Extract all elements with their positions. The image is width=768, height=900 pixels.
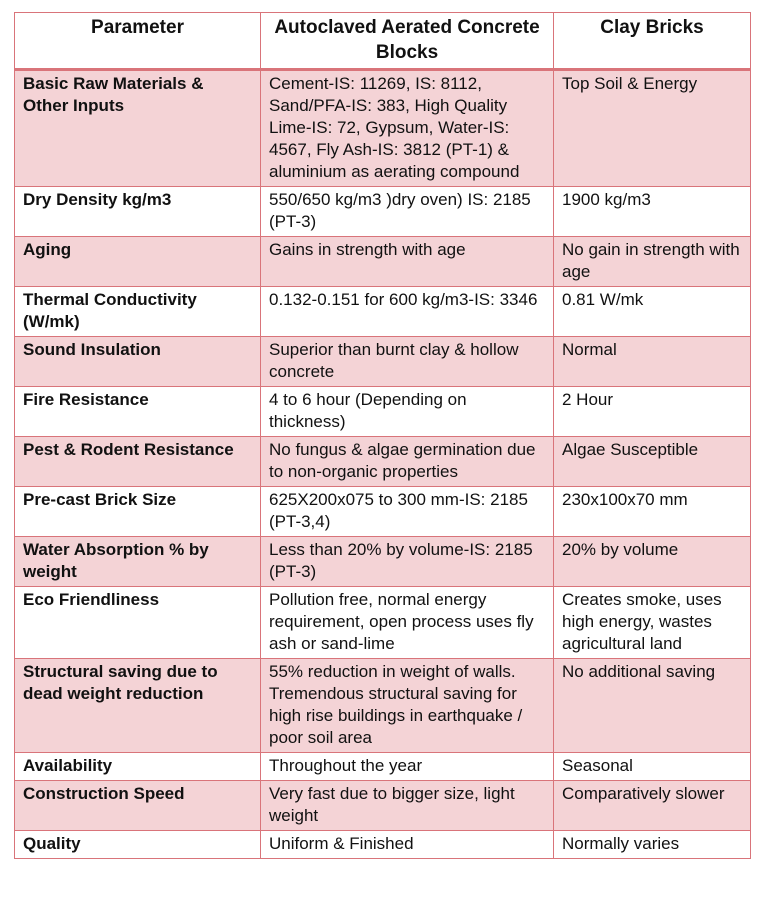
parameter-cell: Fire Resistance	[15, 387, 261, 437]
table-row	[15, 659, 751, 753]
clay-cell: Normal	[554, 337, 751, 387]
aac-cell: Very fast due to bigger size, light weight	[261, 781, 554, 831]
table-row	[15, 70, 751, 187]
parameter-cell: Thermal Conductivity (W/mk)	[15, 287, 261, 337]
aac-cell: 550/650 kg/m3 )dry oven) IS: 2185 (PT-3)	[261, 187, 554, 237]
table-row	[15, 831, 751, 859]
aac-cell: Uniform & Finished	[261, 831, 554, 859]
parameter-cell: Quality	[15, 831, 261, 859]
clay-cell: Seasonal	[554, 753, 751, 781]
table-row	[15, 487, 751, 537]
table-row	[15, 287, 751, 337]
table-row	[15, 387, 751, 437]
parameter-cell: Pre-cast Brick Size	[15, 487, 261, 537]
aac-cell: Throughout the year	[261, 753, 554, 781]
clay-cell: 2 Hour	[554, 387, 751, 437]
table-row	[15, 337, 751, 387]
aac-cell: Less than 20% by volume-IS: 2185 (PT-3)	[261, 537, 554, 587]
parameter-cell: Aging	[15, 237, 261, 287]
parameter-cell: Sound Insulation	[15, 337, 261, 387]
header-row	[15, 13, 751, 70]
parameter-cell: Basic Raw Materials & Other Inputs	[15, 70, 261, 187]
table-row	[15, 187, 751, 237]
table-row	[15, 753, 751, 781]
aac-cell: Gains in strength with age	[261, 237, 554, 287]
parameter-cell: Pest & Rodent Resistance	[15, 437, 261, 487]
parameter-cell: Construction Speed	[15, 781, 261, 831]
aac-cell: 4 to 6 hour (Depending on thickness)	[261, 387, 554, 437]
comparison-table	[14, 12, 751, 859]
parameter-cell: Structural saving due to dead weight reduction	[15, 659, 261, 753]
clay-cell: 230x100x70 mm	[554, 487, 751, 537]
parameter-cell: Eco Friendliness	[15, 587, 261, 659]
aac-cell: Superior than burnt clay & hollow concrete	[261, 337, 554, 387]
clay-cell: 20% by volume	[554, 537, 751, 587]
clay-cell: Normally varies	[554, 831, 751, 859]
table-row	[15, 781, 751, 831]
clay-cell: Creates smoke, uses high energy, wastes agricultural land	[554, 587, 751, 659]
clay-cell: 1900 kg/m3	[554, 187, 751, 237]
table-row	[15, 237, 751, 287]
clay-cell: Algae Susceptible	[554, 437, 751, 487]
aac-cell: 55% reduction in weight of walls. Tremendous structural saving for high rise buildings in earthquake / poor soil area	[261, 659, 554, 753]
clay-cell: Top Soil & Energy	[554, 70, 751, 187]
aac-cell: No fungus & algae germination due to non-organic properties	[261, 437, 554, 487]
header-aac: Autoclaved Aerated Concrete Blocks	[261, 13, 554, 70]
parameter-cell: Availability	[15, 753, 261, 781]
clay-cell: No additional saving	[554, 659, 751, 753]
clay-cell: 0.81 W/mk	[554, 287, 751, 337]
header-clay: Clay Bricks	[554, 13, 751, 70]
clay-cell: Comparatively slower	[554, 781, 751, 831]
aac-cell: 625X200x075 to 300 mm-IS: 2185 (PT-3,4)	[261, 487, 554, 537]
clay-cell: No gain in strength with age	[554, 237, 751, 287]
table-row	[15, 537, 751, 587]
aac-cell: Pollution free, normal energy requirement, open process uses fly ash or sand-lime	[261, 587, 554, 659]
aac-cell: Cement-IS: 11269, IS: 8112, Sand/PFA-IS: 383, High Quality Lime-IS: 72, Gypsum, Water-IS: 4567, Fly Ash-IS: 3812 (PT-1) & aluminium as aerating compound	[261, 70, 554, 187]
parameter-cell: Dry Density kg/m3	[15, 187, 261, 237]
table-row	[15, 587, 751, 659]
aac-cell: 0.132-0.151 for 600 kg/m3-IS: 3346	[261, 287, 554, 337]
parameter-cell: Water Absorption % by weight	[15, 537, 261, 587]
table-row	[15, 437, 751, 487]
header-parameter: Parameter	[15, 13, 261, 70]
